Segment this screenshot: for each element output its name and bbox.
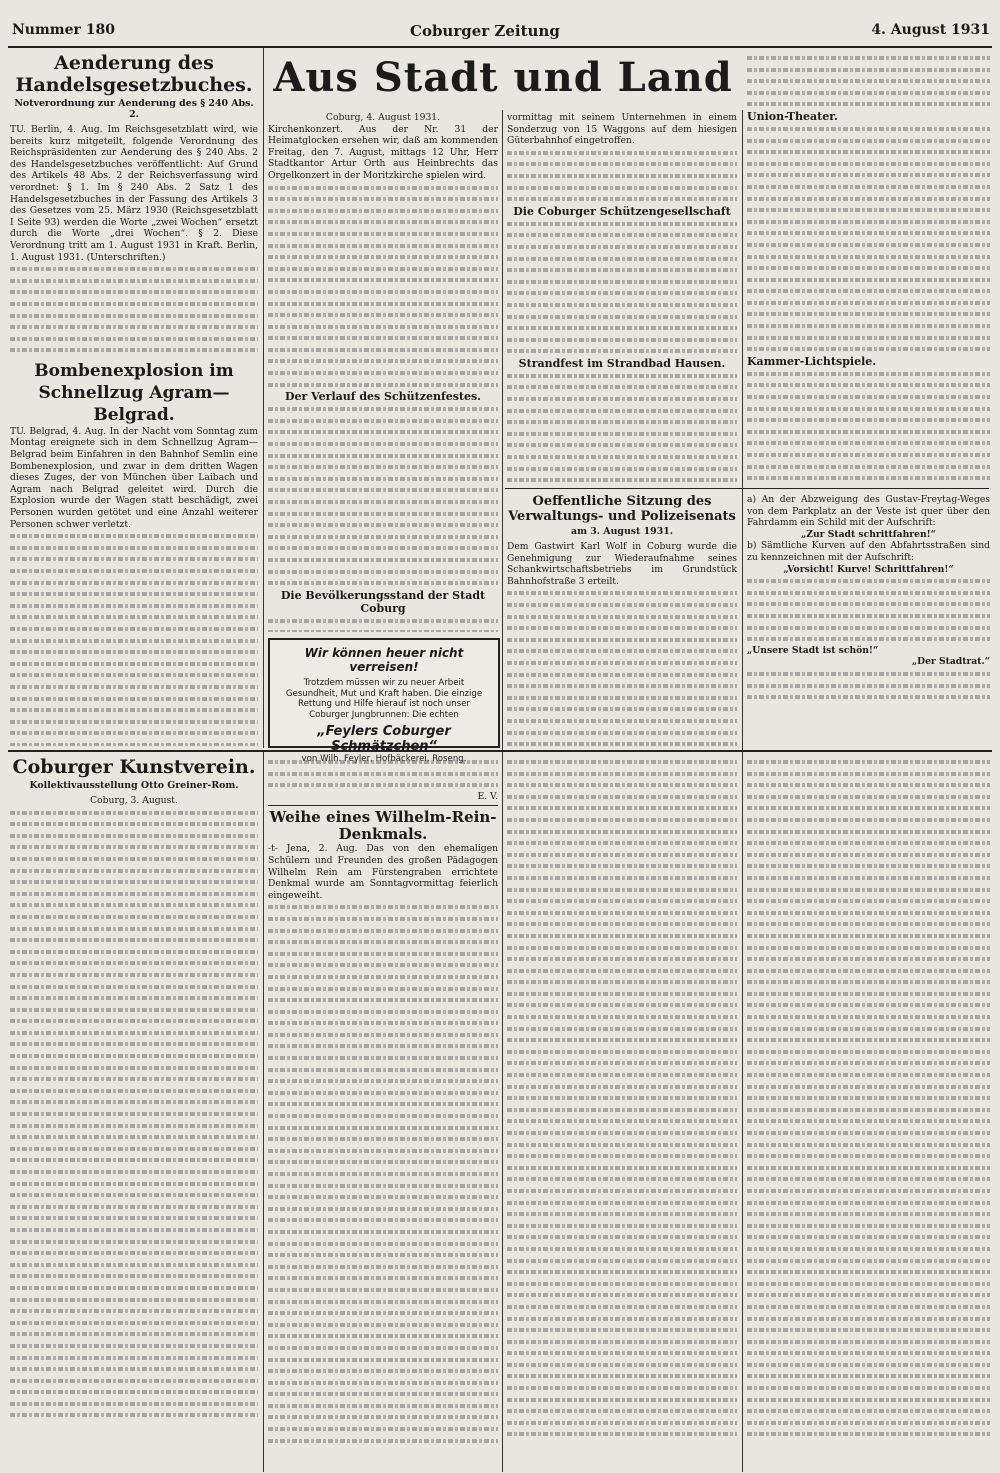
column-rein [268,756,498,1468]
signs-title: „Unsere Stadt ist schön!“ [747,644,879,656]
kammer-heading: Kammer-Lichtspiele. [747,354,877,368]
article-subtitle-hgb: Notverordnung zur Aenderung des § 240 Abs. 2. [14,98,254,120]
sitzung-rule [505,488,989,489]
page-number: Nummer 180 [12,22,115,38]
sitzung-title: Oeffentliche Sitzung des Verwaltungs- und Polizeisenats [508,494,736,524]
ad-headline: Wir können heuer nicht verreisen! [304,646,464,674]
schuetzengesellschaft-heading: Die Coburger Schützengesellschaft [513,204,731,218]
schuetzenfest-heading: Der Verlauf des Schützenfestes. [284,390,482,404]
kunstverein-dateline: Coburg, 3. August. [90,795,178,806]
sonderzug-text: vormittag mit seinem Unternehmen in einem Sonderzug von 15 Waggons auf dem hiesigen Güterbahnhof eingetroffen. [507,112,737,147]
column-rule-5 [502,752,503,1472]
sitzung-text: Dem Gastwirt Karl Wolf in Coburg wurde die Genehmigung zur Wiederaufnahme seines Schankwirtschaftsbetriebs im Grundstück Bahnhofstraße 3 erteilt. [507,541,737,587]
kirchenkonzert-text: Kirchenkonzert. Aus der Nr. 31 der Heimatglocken ersehen wir, daß am kommenden Freitag, den 7. August, mittags 12 Uhr, Herr Stadtkantor Artur Orth aus Heinbrechts das Orgelkonzert in der Moritzkirche spielen wird. [268,123,498,181]
strandfest-heading: Strandfest im Strandbad Hausen. [518,356,726,370]
kunstverein-title: Coburger Kunstverein. [12,756,256,778]
article-title-hgb: Aenderung des Handelsgesetzbuches. [15,52,253,96]
column-stadt-1 [268,112,498,632]
column-rule-6 [742,752,743,1472]
column-rule-4 [263,752,264,1472]
item-a: a) An der Abzweigung des Gustav-Freytag-Weges von dem Parkplatz an der Veste ist quer über den Fahrdamm ein Schild mit der Aufschrift: [747,494,990,529]
bevoelkerung-heading: Die Bevölkerungsstand der Stadt Coburg [280,588,486,615]
column-rule-2 [502,110,503,750]
column-kunstverein [10,756,258,1468]
signs-text: „Der Stadtrat.“ [911,656,990,668]
article-text-bombe: TU. Belgrad, 4. Aug. In der Nacht vom Sonntag zum Montag ereignete sich in dem Schnellzug Agram—Belgrad beim Einfahren in den Bahnhof Semlin eine Bombenexplosion, und zwar in dem dritten Wagen dieses Zuges, der von München über Laibach und Agram nach Belgrad geleitet wird. Durch die Explosion wurde der Wagen statt beschädigt, zwei Personen wurden getötet und eine Anzahl weiterer Personen schwer verletzt. [10,425,258,530]
article-text-hgb: TU. Berlin, 4. Aug. Im Reichsgesetzblatt wird, wie bereits kurz mitgeteilt, folgende Verordnung des Reichspräsidenten zur Aenderung des § 240 Abs. 2 des Handelsgesetzbuches veröffentlicht: Auf Grund des Artikels 48 Abs. 2 der Reichsverfassung wird verordnet: § 1. Im § 240 Abs. 2 Satz 1 des Handelsgesetzbuches in der Fassung des Artikels 3 des Gesetzes vom 25. März 1930 (Reichsgesetzblatt I Seite 93) werden die Worte „zwei Wochen“ ersetzt durch die Worte „drei Wochen“. § 2. Diese Verordnung tritt am 1. August 1931 in Kraft. Berlin, 1. August 1931. (Unterschriften.) [10,124,258,263]
item-a-quote: „Zur Stadt schrittfahren!“ [801,528,936,540]
item-b-quote: „Vorsicht! Kurve! Schrittfahren!“ [783,563,954,575]
rein-text: -t- Jena, 2. Aug. Das von den ehemaligen Schülern und Freunden des großen Pädagogen Wilhelm Rein am Fürstengraben errichtete Denkmal wurde am Sonntagvormittag feierlich eingeweiht. [268,843,498,901]
column-rule-3 [742,110,743,750]
sitzung-date: am 3. August 1931. [571,526,673,537]
section-rule [8,750,992,752]
issue-date: 4. August 1931 [871,22,990,38]
union-theater-heading: Union-Theater. [747,109,838,123]
column-stadt-2 [507,112,737,484]
column-rule-1 [263,48,264,748]
page-header [0,0,1000,46]
item-b: b) Sämtliche Kurven auf den Abfahrtsstraßen sind zu kennzeichnen mit der Aufschrift: [747,540,990,563]
ad-brand: „Feylers Coburger Schmätzchen“ [317,724,451,754]
column-left [10,52,258,746]
column-stadt-3 [747,52,990,484]
column-sitzung [507,494,737,748]
ad-footer: von Wilh. Feyler, Hofbäckerei, Roseng. [301,754,467,764]
header-rule [8,46,992,48]
kunstverein-subtitle: Kollektivausstellung Otto Greiner-Rom. [29,780,239,791]
column-rein-cont [507,756,737,1468]
section-title: Aus Stadt und Land [273,54,733,101]
column-rein-cont-2 [747,756,990,1468]
ad-body: Trotzdem müssen wir zu neuer Arbeit Gesundheit, Mut und Kraft haben. Die einzige Rettung und Hilfe hierauf ist noch unser Coburger Jungbrunnen: Die echten [285,678,483,720]
section-title-block [268,54,738,108]
article-title-bombe: Bombenexplosion im Schnellzug Agram—Belgrad. [34,360,234,425]
column-sitzung-right [747,494,990,748]
advertisement-feyler[interactable] [268,638,500,764]
rein-title: Weihe eines Wilhelm-Rein-Denkmals. [269,808,497,844]
newspaper-name: Coburger Zeitung [410,22,560,40]
rein-signature: E. V. [477,790,498,802]
dateline: Coburg, 4. August 1931. [325,112,441,123]
